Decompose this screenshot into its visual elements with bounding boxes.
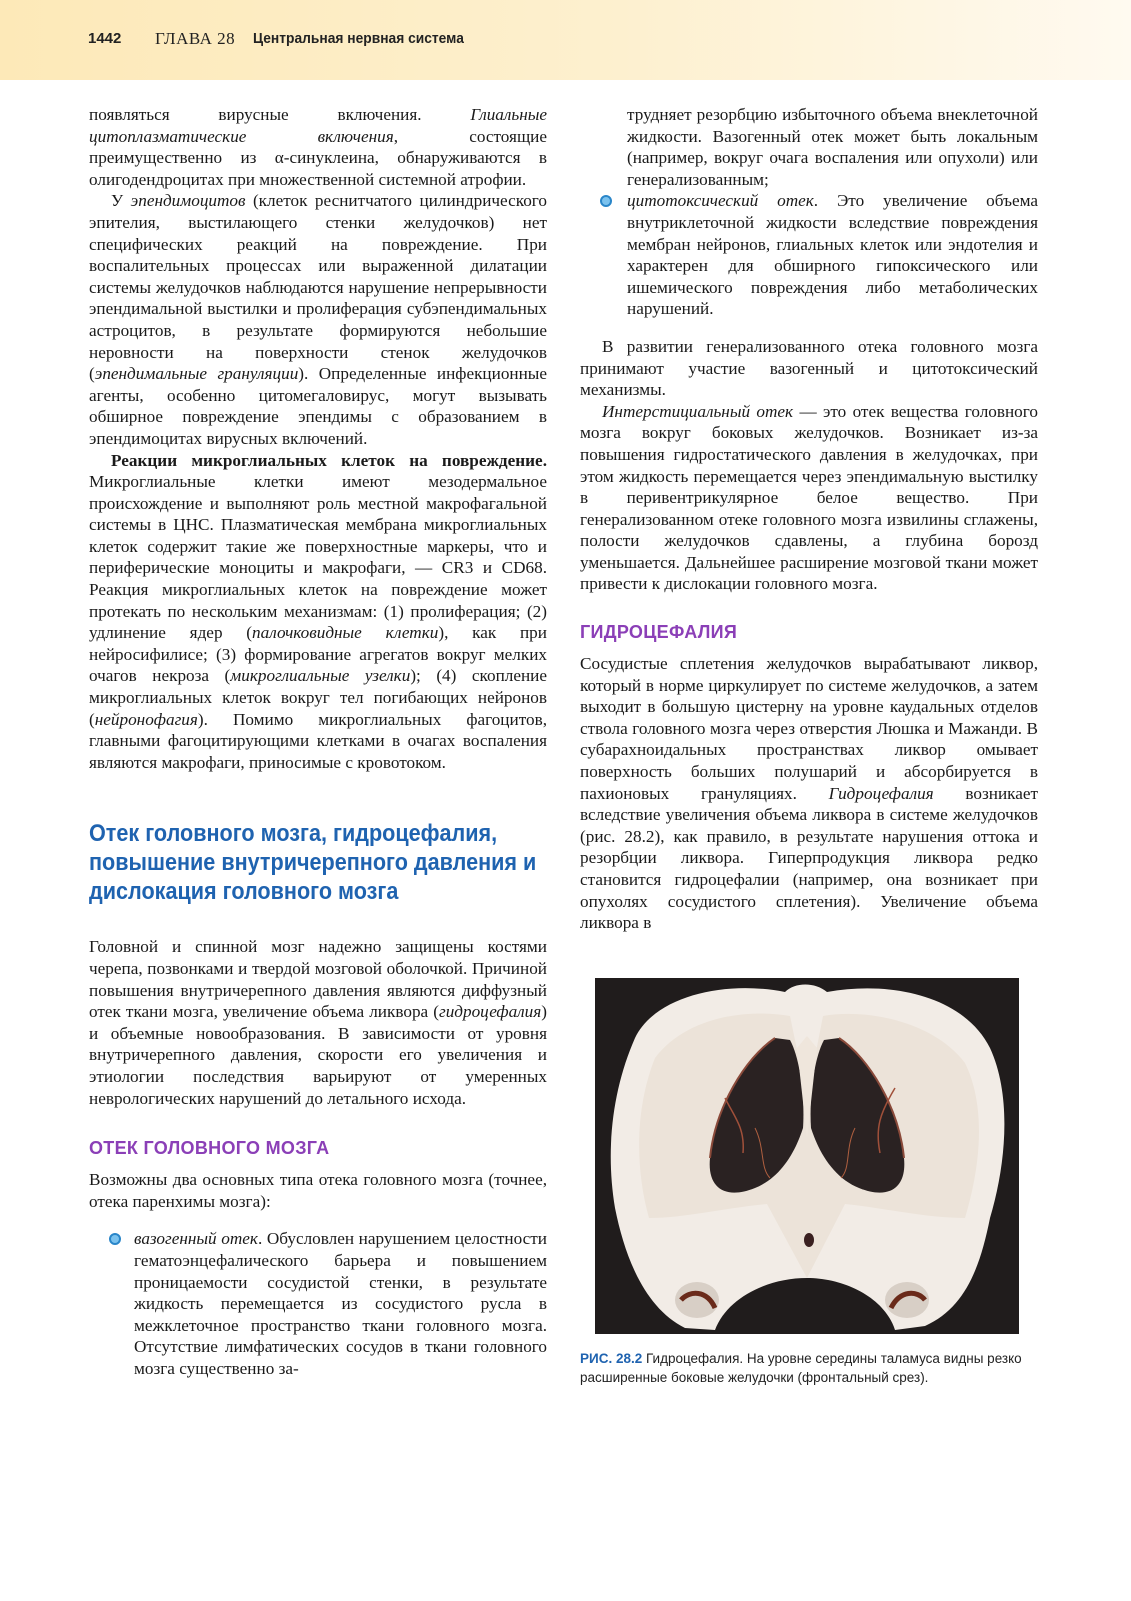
brain-section-photo [595,978,1019,1334]
list-item: вазогенный отек. Обусловлен нарушением целостности гематоэнцефалического барьера и повышением проницаемости сосудистой стенки, в результате жидкость перемещается из сосудистого русла в межклеточное пространство ткани головного мозга. Отсутствие лимфатических сосудов в ткани головного мозга существенно за- [89,1228,547,1379]
figure-caption: РИС. 28.2 Гидроцефалия. На уровне середины таламуса видны резко расширенные боковые желудочки (фронтальный срез). [580,1351,1022,1385]
bullet-icon [109,1233,121,1245]
paragraph: Реакции микроглиальных клеток на повреждение. Микроглиальные клетки имеют мезодермальное происхождение и выполняют роль местной макрофагальной системы в ЦНС. Плазматическая мембрана микроглиальных клеток содержит такие же поверхностные маркеры, что и периферические моноциты и макрофаги, — CR3 и CD68. Реакция микроглиальных клеток на повреждение может протекать по нескольким механизмам: (1) пролиферация; (2) удлинение ядер (палочковидные клетки), как при нейросифилисе; (3) формирование агрегатов вокруг мелких очагов некроза (микроглиальные узелки); (4) скопление микроглиальных клеток вокруг тел погибающих нейронов (нейронофагия). Помимо микроглиальных фагоцитов, главными фагоцитирующими клетками в очагах воспаления являются макрофаги, приносимые с кровотоком. [89,450,548,772]
list-item: трудняет резорбцию избыточного объема внеклеточной жидкости. Вазогенный отек может быть локальным (например, вокруг очага воспаления или опухоли) или генерализованным; [627,105,1038,189]
paragraph: Возможны два основных типа отека головного мозга (точнее, отека паренхимы мозга): [89,1170,547,1211]
subsection-heading: ОТЕК ГОЛОВНОГО МОЗГА [89,1138,330,1159]
chapter-title: Центральная нервная система [253,30,464,47]
paragraph: У эпендимоцитов (клеток реснитчатого цилиндрического эпителия, выстилающего стенки желудочков) нет специфических реакций на повреждение. При воспалительных процессах или выраженной дилатации системы желудочков наблюдаются нарушение непрерывности эпендимальной выстилки и пролиферация субэпендимальных астроцитов, в результате формируются небольшие неровности на поверхности стенок желудочков (эпендимальные грануляции). Определенные инфекционные агенты, особенно цитомегаловирус, могут вызывать обширное повреждение эпендимы с образованием в эпендимоцитах вирусных включений. [89,191,548,448]
bullet-icon [600,195,612,207]
figure-label: РИС. 28.2 [580,1351,643,1366]
paragraph: Сосудистые сплетения желудочков вырабатывают ликвор, который в норме циркулирует по системе желудочков, а затем выходит в большую цистерну на уровне каудальных отделов ствола головного мозга через отверстия Люшка и Мажанди. В субарахноидальных пространствах ликвор омывает поверхность больших полушарий и абсорбируется в пахионовых грануляциях. Гидроцефалия возникает вследствие увеличения объема ликвора в системе желудочков (рис. 28.2), как правило, в результате нарушения оттока и резорбции ликвора. Гиперпродукция ликвора редко становится гидроцефалии (например, она возникает при опухолях сосудистого сплетения). Увеличение объема ликвора в [580,654,1038,933]
brain-illustration [595,978,1019,1334]
page-header [0,0,1131,80]
paragraph: появляться вирусные включения. Глиальные цитоплазматические включения, состоящие преимущественно из α-синуклеина, обнаруживаются в олигодендроцитах при множественной системной атрофии. [89,105,547,189]
right-column [580,104,1038,934]
section-heading: Отек головного мозга, гидроцефалия, повышение внутричерепного давления и дислокация головного мозга [89,820,537,906]
paragraph: Интерстициальный отек — это отек вещества головного мозга вокруг боковых желудочков. Возникает из-за повышения гидростатического давления в желудочках, при этом жидкость перемещается через эпендимальную выстилку в перивентрикулярное белое вещество. При генерализованном отеке головного мозга извилины сглажены, полости желудочков сдавлены, а глубина борозд уменьшается. Дальнейшее расширение мозговой ткани может привести к дислокации головного мозга. [580,401,1038,594]
paragraph: Головной и спинной мозг надежно защищены костями черепа, позвонками и твердой мозговой оболочкой. Причиной повышения внутричерепного давления являются диффузный отек ткани мозга, увеличение объема ликвора (гидроцефалия) и объемные новообразования. В зависимости от уровня внутричерепного давления, скорости его увеличения и этиологии последствия варьируют от умеренных неврологических нарушений до летального исхода. [89,937,547,1108]
list-item: цитотоксический отек. Это увеличение объема внутриклеточной жидкости вследствие повреждения мембран нейронов, глиальных клеток или эндотелия и характерен для обширного гипоксического или ишемического повреждения либо метаболических нарушений. [580,190,1038,320]
page-number: 1442 [88,30,122,47]
subsection-heading: ГИДРОЦЕФАЛИЯ [580,622,738,643]
chapter-label: ГЛАВА 28 [155,29,236,48]
paragraph: В развитии генерализованного отека головного мозга принимают участие вазогенный и цитотоксический механизмы. [580,336,1038,400]
left-column [89,104,547,1380]
